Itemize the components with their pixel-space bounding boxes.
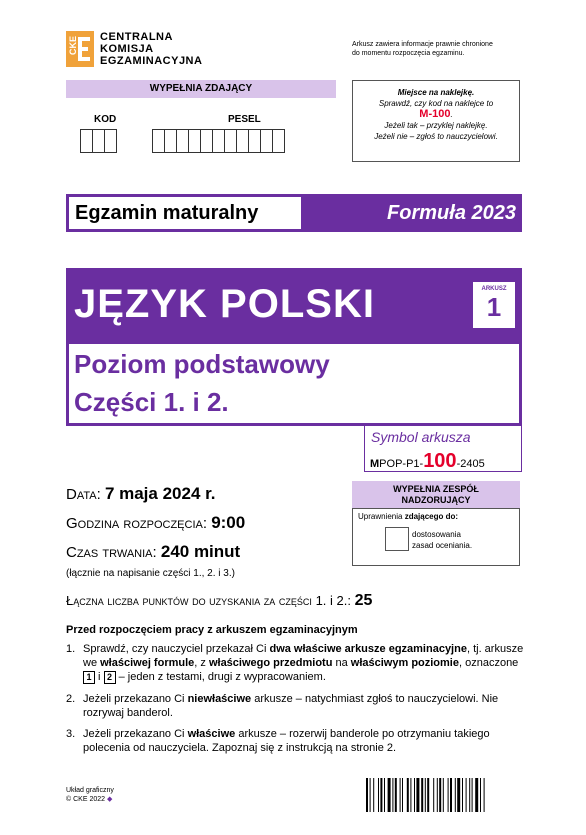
diamond-icon: ◆ [106,796,113,803]
footer-line-1: Układ graficzny [66,787,114,794]
kod-cell[interactable] [105,130,116,152]
sticker-line-2: Jeżeli tak – przyklej naklejkę. [384,121,488,130]
total-value: 25 [354,592,373,609]
duration-note: (łącznie na napisanie części 1., 2. i 3.) [66,568,235,579]
instructions-heading: Przed rozpoczęciem pracy z arkuszem egzaminacyjnym [66,624,358,636]
text-bold: właściwej formule [100,657,195,669]
date-label: Data: [66,486,101,503]
instruction-number: 3. [66,728,76,740]
pesel-cell[interactable] [237,130,249,152]
symbol-number: 100 [423,450,457,472]
dostosowanie-checkbox[interactable] [385,527,409,551]
text-part: arkusze – rozerwij banderole po otrzymaniu takiego polecenia od nauczyciela. Zapoznaj się z instrukcją na stronie 2. [83,728,490,754]
symbol-prefix: POP-P1- [379,458,424,470]
arkusz-badge [472,281,516,329]
pesel-label: PESEL [228,114,261,125]
kod-cell[interactable] [93,130,105,152]
sticker-line-1: Sprawdź, czy kod na naklejce to [378,99,494,108]
text-part: , oznaczone [458,657,519,669]
date-value: 7 maja 2024 r. [104,484,216,503]
exam-formula: Formuła 2023 [304,194,522,232]
pesel-cell[interactable] [225,130,237,152]
kod-label: KOD [94,114,117,125]
sticker-title: Miejsce na naklejkę. [397,88,475,97]
kod-cell[interactable] [81,130,93,152]
supervisor-title-1: WYPEŁNIA ZESPÓŁ [393,484,479,494]
text-part: , z [194,657,209,669]
text-part: Jeżeli przekazano Ci [83,693,188,705]
symbol-prefix-bold: M [370,458,380,470]
arkusz-label: ARKUSZ [481,286,507,292]
text-part: arkusze – natychmiast zgłoś to nauczycielowi. Nie rozrywaj banderol. [83,693,499,719]
date-row [66,484,216,504]
pesel-cell[interactable] [201,130,213,152]
start-label: Godzina rozpoczęcia: [66,515,208,532]
subject-parts: Części 1. i 2. [74,387,229,417]
duration-label: Czas trwania: [66,544,157,561]
pesel-cell[interactable] [273,130,284,152]
sticker-code-suffix: . [450,110,453,119]
logo-mark-text: CKE [68,36,78,56]
instruction-item [66,692,526,720]
kod-input-grid[interactable] [80,129,117,153]
text-part: i [95,671,104,683]
instruction-text [83,727,526,755]
notice-line-1: Arkusz zawiera informacje prawnie chronione [352,41,493,48]
zdajacego-label: zdającego do: [404,512,459,521]
cke-logo-icon [66,31,94,67]
sticker-code: M-100 [419,108,451,120]
logo-e-shape-icon [78,37,90,61]
total-parts: 1. i 2.: [315,593,351,608]
start-row [66,513,245,533]
student-fill-header: WYPEŁNIA ZDAJĄCY [66,80,336,98]
start-value: 9:00 [211,513,246,532]
subject-title: JĘZYK POLSKI [74,282,375,326]
arkusz-number: 1 [486,292,502,322]
total-label: Łączna liczba punktów do uzyskania za części [66,593,312,608]
duration-value: 240 minut [160,542,241,561]
instruction-text [83,642,526,684]
logo-line-1: CENTRALNA [100,31,173,43]
text-part: Sprawdź, czy nauczyciel przekazał Ci [83,643,270,655]
option-line-2: zasad oceniania. [412,541,473,550]
pesel-cell[interactable] [189,130,201,152]
text-bold: właściwe [187,728,236,740]
text-bold: niewłaściwe [187,693,252,705]
pesel-cell[interactable] [261,130,273,152]
total-points-row [66,592,372,610]
symbol-code [370,450,485,473]
pesel-cell[interactable] [177,130,189,152]
duration-row [66,542,240,562]
supervisor-box-header [352,481,520,509]
symbol-label: Symbol arkusza [371,429,471,445]
text-part: – jeden z testami, drugi z wypracowaniem. [115,671,326,683]
arkusz-2-marker: 2 [104,671,116,684]
symbol-suffix: -2405 [456,458,485,470]
supervisor-title-2: NADZORUJĄCY [401,495,471,505]
subject-level: Poziom podstawowy [74,349,330,379]
text-bold: właściwego przedmiotu [208,657,333,669]
logo-line-3: EGZAMINACYJNA [100,55,203,67]
logo-line-2: KOMISJA [100,43,154,55]
text-bold: dwa właściwe arkusze egzaminacyjne [269,643,467,655]
footer-line-2: © CKE 2022 [66,796,106,803]
notice-line-2: do momentu rozpoczęcia egzaminu. [352,50,465,57]
dostosowanie-label [412,529,472,551]
option-line-1: dostosowania [412,530,461,539]
logo-text [100,31,202,67]
pesel-input-grid[interactable] [152,129,285,153]
sticker-area[interactable] [352,80,520,162]
supervisor-subtitle [358,512,458,521]
instruction-text [83,692,526,720]
barcode-icon [366,778,522,812]
text-part: Jeżeli przekazano Ci [83,728,188,740]
footer [66,786,114,804]
instruction-number: 2. [66,693,76,705]
legal-notice [352,40,493,58]
pesel-cell[interactable] [165,130,177,152]
pesel-cell[interactable] [153,130,165,152]
text-part: , tj. arkusze we [83,643,524,669]
text-part: na [332,657,351,669]
sticker-line-3: Jeżeli nie – zgłoś to nauczycielowi. [374,132,498,141]
exam-title: Egzamin maturalny [66,194,304,232]
instruction-item [66,642,526,684]
pesel-cell[interactable] [249,130,261,152]
text-bold: właściwym poziomie [350,657,459,669]
pesel-cell[interactable] [213,130,225,152]
instruction-item [66,727,526,755]
uprawnienia-label: Uprawnienia [358,512,403,521]
arkusz-1-marker: 1 [83,671,95,684]
instruction-number: 1. [66,643,76,655]
